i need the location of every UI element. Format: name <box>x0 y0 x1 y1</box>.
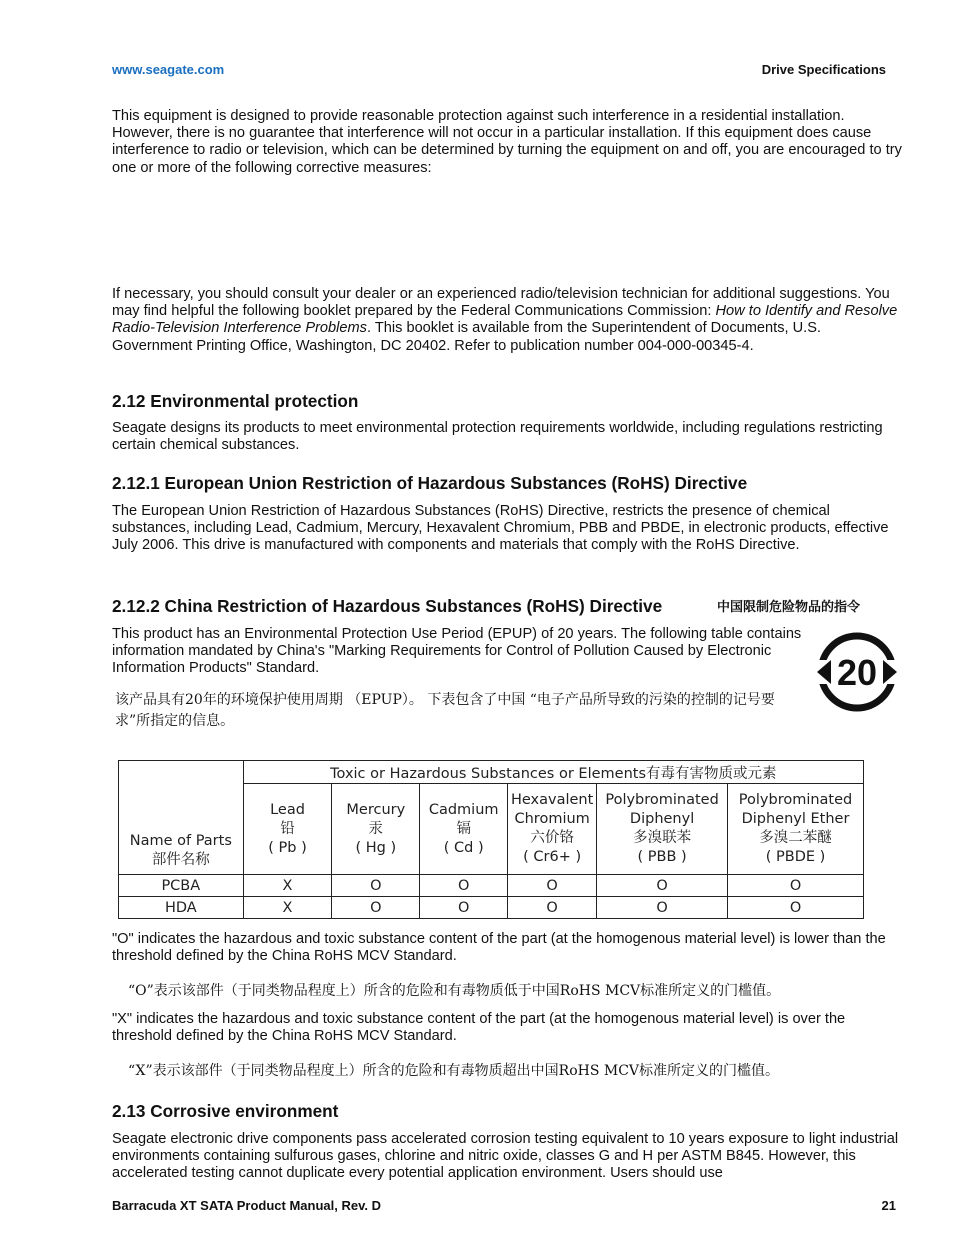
col-en: Polybrominated Diphenyl Ether <box>738 792 853 827</box>
consult-text-2: . This booklet is available from the Superintendent of Documents, U.S. Government Printing Office, Washington, DC 20402. Refer to publication number 004-000-00345-4. <box>112 320 821 354</box>
china-rohs-body: This product has an Environmental Protection Use Period (EPUP) of 20 years. The following table contains information mandated by China's "Marking Requirements for Control of Pollution Caused by Electronic Information Products" Standard. <box>112 626 802 677</box>
heading-2-12-1: 2.12.1 European Union Restriction of Hazardous Substances (RoHS) Directive <box>112 473 748 493</box>
booklet-title: How to Identify and Resolve Radio-Television Interference Problems <box>112 303 898 337</box>
table-cell: O <box>597 875 728 897</box>
epup-20-logo <box>815 630 899 714</box>
col-symbol: ( PBDE ) <box>765 849 826 865</box>
col-cn: 多溴联苯 <box>633 830 692 846</box>
table-cell: O <box>332 875 420 897</box>
heading-2-12-2: 2.12.2 China Restriction of Hazardous Substances (RoHS) Directive <box>112 596 663 616</box>
part-name: PCBA <box>119 875 244 897</box>
o-indicator-note-chinese: “O”表示该部件（于同类物品程度上）所含的危险和有毒物质低于中国RoHS MCV标准所定义的门槛值。 <box>128 983 781 999</box>
col-symbol: ( Cd ) <box>443 839 484 856</box>
name-of-parts-header <box>119 761 244 875</box>
corrosive-env-body: Seagate electronic drive components pass accelerated corrosion testing equivalent to 10 years exposure to light industrial environments containing sulfurous gases, chlorine and nitric oxide, classes G and H per ASTM B845. However, this accelerated testing cannot duplicate every potential application environment. Users should use <box>112 1131 899 1182</box>
col-cn: 镉 <box>456 820 471 837</box>
table-cell: O <box>728 897 864 919</box>
heading-2-13: 2.13 Corrosive environment <box>112 1101 339 1121</box>
col-en: Cadmium <box>428 801 499 818</box>
rohs-substance-table <box>118 760 864 919</box>
table-cell: O <box>728 875 864 897</box>
col-symbol: ( Pb ) <box>268 839 307 856</box>
table-cell: O <box>420 897 508 919</box>
column-header-lead <box>243 784 332 875</box>
column-header-pbde <box>728 784 864 875</box>
column-header-mercury <box>332 784 420 875</box>
table-title: Toxic or Hazardous Substances or Elements有毒有害物质或元素 <box>243 761 863 784</box>
env-protection-body: Seagate designs its products to meet environmental protection requirements worldwide, including regulations restricting certain chemical substances. <box>112 420 883 454</box>
x-indicator-note-chinese: “X”表示该部件（于同类物品程度上）所含的危险和有毒物质超出中国RoHS MCV标准所定义的门槛值。 <box>128 1063 780 1079</box>
epup-number: 20 <box>836 652 878 693</box>
table-cell: X <box>243 897 332 919</box>
col-en: Hexavalent Chromium <box>510 792 594 827</box>
o-indicator-note: "O" indicates the hazardous and toxic substance content of the part (at the homogenous material level) is lower than the threshold defined by the China RoHS MCV Standard. <box>112 931 886 965</box>
x-indicator-note: "X" indicates the hazardous and toxic substance content of the part (at the homogenous material level) is over the threshold defined by the China RoHS MCV Standard. <box>112 1011 846 1045</box>
table-cell: O <box>508 875 597 897</box>
column-header-cadmium <box>420 784 508 875</box>
col-en: Polybrominated Diphenyl <box>605 792 719 827</box>
name-of-parts-en: Name of Parts <box>129 833 232 849</box>
heading-2-12: 2.12 Environmental protection <box>112 391 359 411</box>
table-cell: O <box>332 897 420 919</box>
footer-manual-title: Barracuda XT SATA Product Manual, Rev. D <box>112 1198 381 1213</box>
table-cell: X <box>243 875 332 897</box>
col-symbol: ( Cr6+ ) <box>523 849 582 865</box>
col-cn: 六价铬 <box>530 830 574 846</box>
heading-2-12-2-chinese: 中国限制危险物品的指令 <box>717 600 861 615</box>
col-symbol: ( Hg ) <box>355 839 397 856</box>
header-section-title: Drive Specifications <box>761 62 886 77</box>
column-header-pbb <box>597 784 728 875</box>
col-cn: 铅 <box>280 820 295 837</box>
china-rohs-body-chinese: 该产品具有20年的环境保护使用周期 （EPUP）。 下表包含了中国 “电子产品所导致的污染的控制的记号要求”所指定的信息。 <box>115 692 775 729</box>
intro-paragraph: This equipment is designed to provide reasonable protection against such interference in a residential installation. However, there is no guarantee that interference will not occur in a particular installation. If this equipment does cause interference to radio or television, which can be determined by turning the equipment on and off, you are encouraged to try one or more of the following corrective measures: <box>112 108 902 176</box>
table-cell: O <box>508 897 597 919</box>
page-number: 21 <box>881 1198 896 1213</box>
eu-rohs-body: The European Union Restriction of Hazardous Substances (RoHS) Directive, restricts the presence of chemical substances, including Lead, Cadmium, Mercury, Hexavalent Chromium, PBB and PBDE, in electronic products, effective July 2006. This drive is manufactured with components and materials that comply with the RoHS Directive. <box>112 503 889 554</box>
consult-paragraph <box>112 286 902 355</box>
name-of-parts-cn: 部件名称 <box>151 852 210 868</box>
table-row <box>119 875 864 897</box>
website-link[interactable]: www.seagate.com <box>112 62 225 77</box>
consult-text-1: If necessary, you should consult your dealer or an experienced radio/television technician for additional suggestions. You may find helpful the following booklet prepared by the Federal Communications Commission: <box>112 286 890 320</box>
part-name: HDA <box>119 897 244 919</box>
table-row <box>119 897 864 919</box>
col-cn: 多溴二苯醚 <box>759 830 832 846</box>
col-cn: 汞 <box>368 820 384 837</box>
table-cell: O <box>597 897 728 919</box>
col-en: Lead <box>270 801 305 818</box>
table-cell: O <box>420 875 508 897</box>
column-header-hexavalent-chromium <box>508 784 597 875</box>
col-en: Mercury <box>346 801 406 818</box>
col-symbol: ( PBB ) <box>637 849 687 865</box>
